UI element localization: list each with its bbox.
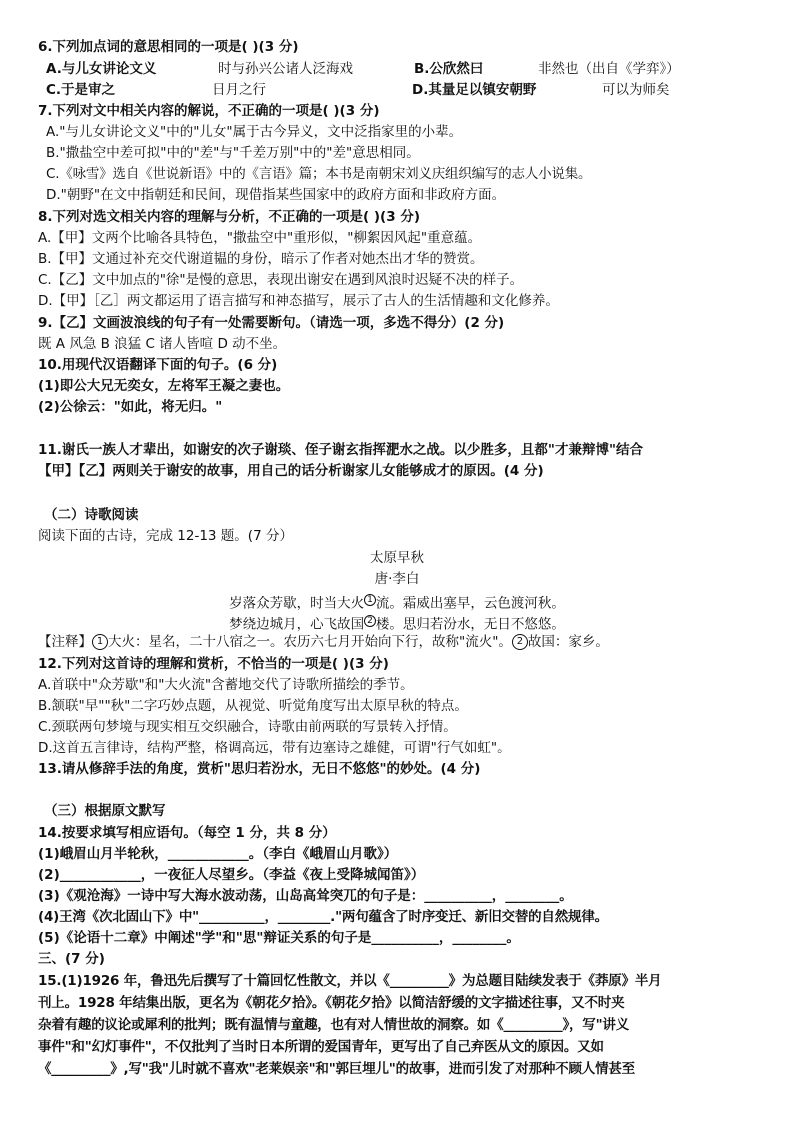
q12-option-a: A.首联中"众芳歇"和"大火流"含蓄地交代了诗歌所描绘的季节。	[38, 677, 414, 693]
q12-option-d: D.这首五言律诗，结构严整，格调高远，带有边塞诗之雄健，可谓"行气如虹"。	[38, 740, 511, 756]
q8-option-b: B.【甲】文通过补充交代谢道韫的身份，暗示了作者对她杰出才华的赞赏。	[38, 251, 484, 267]
poem-line-2-part-b: 楼。思归若汾水，无日不悠悠。	[375, 616, 565, 633]
q14-item-2: (2)____________，一夜征人尽望乡。（李益《夜上受降城闻笛》）	[38, 867, 425, 883]
q7-option-d: D."朝野"在文中指朝廷和民间，现借指某些国家中的政府方面和非政府方面。	[46, 187, 506, 203]
note-marker-1: 1	[92, 634, 108, 650]
q6-option-d1: D.其量足以镇安朝野	[412, 82, 537, 98]
q6-option-b1: B.公欣然曰	[414, 61, 484, 77]
q6-option-c1: C.于是审之	[46, 82, 116, 98]
q12-stem: 12.下列对这首诗的理解和赏析，不恰当的一项是( )(3 分)	[38, 656, 389, 672]
q10-sentence-2: (2)公徐云："如此，将无归。"	[38, 399, 223, 415]
q7-option-b: B."撒盐空中差可拟"中的"差"与"千差万别"中的"差"意思相同。	[46, 145, 420, 161]
q12-option-b: B.颔联"早""秋"二字巧妙点题，从视觉、听觉角度写出太原早秋的特点。	[38, 698, 468, 714]
q9-options: 既 A 风急 B 浪猛 C 诸人皆喧 D 动不坐。	[38, 336, 287, 352]
q9-stem: 9.【乙】文画波浪线的句子有一处需要断句。（请选一项，多选不得分）(2 分)	[38, 315, 505, 331]
q15-line-3: 杂着有趣的议论或犀利的批判；既有温情与童趣，也有对人情世故的洞察。如《_________》，写"讲义	[38, 1017, 630, 1033]
note-marker-2: 2	[512, 634, 528, 650]
q6-stem: 6.下列加点词的意思相同的一项是( )(3 分)	[38, 39, 299, 55]
q14-item-1: (1)峨眉山月半轮秋，____________。（李白《峨眉山月歌》）	[38, 846, 398, 862]
note-1-text: 大火：星名，二十八宿之一。农历六七月开始向下行，故称"流火"。	[108, 634, 512, 650]
q14-stem: 14.按要求填写相应语句。（每空 1 分，共 8 分）	[38, 825, 336, 841]
q14-item-5: (5)《论语十二章》中阐述"学"和"思"辩证关系的句子是__________，________。	[38, 930, 520, 946]
poem-line-1-part-a: 岁落众芳歇，时当大火	[229, 595, 365, 612]
poem-line-2-part-a: 梦绕边城月，心飞故国	[229, 616, 365, 633]
q14-item-4: (4)王湾《次北固山下》中"__________，________."两句蕴含了时序变迁、新旧交替的自然规律。	[38, 909, 608, 925]
footnote-marker-1: 1	[364, 594, 376, 606]
poem-line-1	[0, 590, 794, 614]
q6-option-a2: 时与孙兴公诸人泛海戏	[218, 61, 353, 77]
q6-option-c2: 日月之行	[212, 82, 266, 98]
poem-notes	[38, 632, 764, 652]
poem-line-1-part-b: 流。霜威出塞早，云色渡河秋。	[375, 595, 565, 612]
q6-option-d2: 可以为师矣	[602, 82, 670, 98]
q15-line-2: 刊上。1928 年结集出版，更名为《朝花夕拾》。《朝花夕拾》以简洁舒缓的文字描述往事，又不时夹	[38, 995, 625, 1011]
q7-stem: 7.下列对文中相关内容的解说，不正确的一项是( )(3 分)	[38, 103, 380, 119]
q10-sentence-1: (1)即公大兄无奕女，左将军王凝之妻也。	[38, 378, 290, 394]
poem-author: 唐·李白	[374, 571, 420, 587]
section-2-heading: （二）诗歌阅读	[44, 507, 139, 523]
q10-stem: 10.用现代汉语翻译下面的句子。(6 分)	[38, 357, 278, 373]
q15-line-4: 事件"和"幻灯事件"，不仅批判了当时日本所谓的爱国青年，更写出了自己弃医从文的原因。又如	[38, 1039, 604, 1055]
q8-stem: 8.下列对选文相关内容的理解与分析，不正确的一项是( )(3 分)	[38, 209, 420, 225]
note-2-text: 故国：家乡。	[527, 634, 609, 650]
q14-item-3: (3)《观沧海》一诗中写大海水波动荡，山岛高耸突兀的句子是：__________，________。	[38, 888, 573, 904]
notes-label: 【注释】	[38, 634, 92, 650]
q7-option-a: A."与儿女讲论文义"中的"儿女"属于古今异义，文中泛指家里的小辈。	[46, 124, 463, 140]
q8-option-a: A.【甲】文两个比喻各具特色，"撒盐空中"重形似，"柳絮因风起"重意蕴。	[38, 230, 482, 246]
q11-line-2: 【甲】【乙】两则关于谢安的故事，用自己的话分析谢家儿女能够成才的原因。(4 分)	[38, 463, 544, 479]
q6-option-a1: A.与儿女讲论文义	[46, 61, 157, 77]
footnote-marker-2: 2	[364, 615, 376, 627]
q8-option-c: C.【乙】文中加点的"徐"是慢的意思，表现出谢安在遇到风浪时迟疑不决的样子。	[38, 272, 524, 288]
q15-line-5: 《_________》,写"我"儿时就不喜欢"老莱娱亲"和"郭巨埋儿"的故事，进而引发了对那种不顾人情甚至	[38, 1061, 635, 1077]
section-2-intro: 阅读下面的古诗，完成 12-13 题。(7 分）	[38, 528, 293, 544]
section-3-heading: （三）根据原文默写	[44, 803, 166, 819]
q8-option-d: D.【甲】［乙］两文都运用了语言描写和神态描写，展示了古人的生活情趣和文化修养。	[38, 293, 559, 309]
q15-line-1: 15.(1)1926 年，鲁迅先后撰写了十篇回忆性散文，并以《_________》为总题目陆续发表于《莽原》半月	[38, 973, 662, 989]
section-4-heading: 三、(7 分)	[38, 951, 105, 967]
q11-line-1: 11.谢氏一族人才辈出，如谢安的次子谢琰、侄子谢玄指挥淝水之战。以少胜多，且都"才兼辩博"结合	[38, 442, 643, 458]
q13-stem: 13.请从修辞手法的角度，赏析"思归若汾水，无日不悠悠"的妙处。(4 分)	[38, 761, 481, 777]
q12-option-c: C.颈联两句梦境与现实相互交织融合，诗歌由前两联的写景转入抒情。	[38, 719, 457, 735]
poem-title: 太原早秋	[370, 550, 424, 566]
q6-option-b2: 非然也（出自《学弈》）	[538, 61, 680, 77]
q7-option-c: C.《咏雪》选自《世说新语》中的《言语》篇；本书是南朝宋刘义庆组织编写的志人小说集。	[46, 166, 592, 182]
poem-line-2	[0, 611, 794, 635]
